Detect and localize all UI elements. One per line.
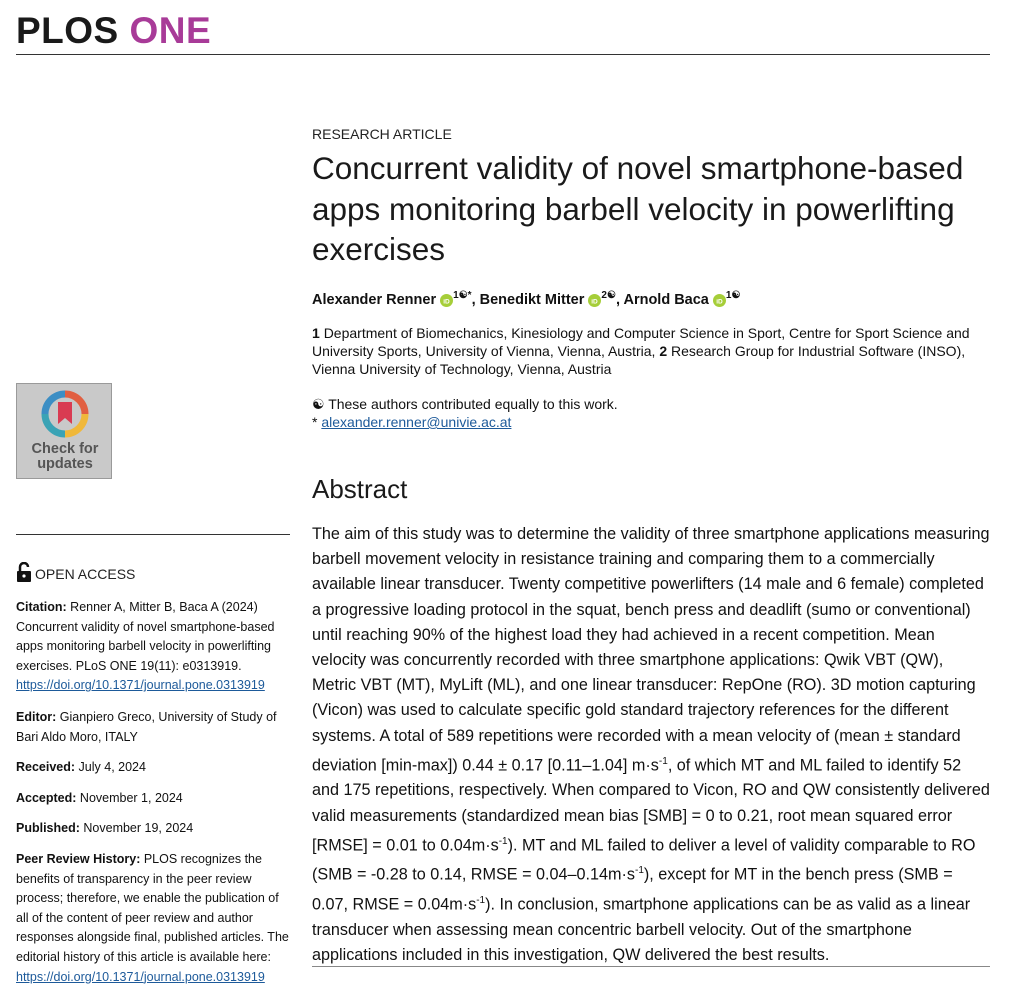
author-list: Alexander Renner iD $^{1☯*}$, Benedikt Mitter iD $^{2☯}$, Arnold Baca iD $^{1☯}$	[312, 290, 741, 308]
citation	[16, 598, 292, 696]
logo-one: ONE	[129, 10, 212, 51]
abstract-part: , of which MT and ML failed to identify 52 and 175 repetitions, respectively. When compared to Vicon, RO and QW consistently delivered valid measurements (standardized mean bias [SMB] = 0 to 0.21, root mean squared error [RMSE] = 0.01 to 0.04m·s	[312, 756, 990, 855]
abstract-heading: Abstract	[312, 474, 408, 504]
svg-text:iD: iD	[716, 298, 723, 306]
citation-text: Renner A, Mitter B, Baca A (2024) Concurrent validity of novel smartphone-based apps monitoring barbell velocity in powerlifting exercises. PLoS ONE 19(11): e0313919.	[16, 600, 275, 673]
journal-logo[interactable]	[16, 10, 211, 52]
corresponding-email	[312, 414, 511, 430]
affiliation-number: 2	[659, 343, 668, 359]
header-divider	[16, 54, 990, 55]
email-link[interactable]: alexander.renner@univie.ac.at	[321, 414, 512, 430]
abstract-part: ). MT and ML failed to deliver a level of validity comparable to RO (SMB = -0.28 to 0.14, RMSE = 0.04–0.14m·s	[312, 836, 976, 884]
article-title: Concurrent validity of novel smartphone-based apps monitoring barbell velocity in powerlifting exercises	[312, 150, 964, 267]
sidebar-divider	[16, 534, 290, 535]
abstract-sup: -1	[476, 895, 486, 907]
abstract-part: ), except for MT in the bench press (SMB = 0.07, RMSE = 0.04m·s	[312, 865, 953, 914]
received	[16, 758, 292, 778]
author-sup: 1☯	[725, 290, 741, 301]
abstract-text	[312, 522, 990, 968]
accepted-label: Accepted:	[16, 791, 77, 805]
author-sup: 1☯*	[453, 290, 472, 301]
affiliations	[312, 324, 982, 378]
published-date: November 19, 2024	[83, 821, 194, 835]
open-lock-icon	[16, 562, 32, 582]
open-access-label: OPEN ACCESS	[35, 566, 136, 582]
author-name[interactable]: Arnold Baca	[623, 291, 709, 308]
abstract-part: ). In conclusion, smartphone applications can be as valid as a linear transducer when assessing mean concentric barbell velocity. Out of the smartphone applications included in this investigation, QW delivered the best results.	[312, 895, 971, 964]
open-access	[16, 562, 135, 582]
badge-line2: updates	[37, 456, 93, 472]
peer-review-history	[16, 850, 292, 987]
accepted-date: November 1, 2024	[79, 791, 183, 805]
citation-doi-link[interactable]: https://doi.org/10.1371/journal.pone.0313919	[16, 678, 265, 693]
article-type: RESEARCH ARTICLE	[312, 126, 452, 142]
equal-contribution-note: ☯ These authors contributed equally to this work.	[312, 396, 618, 412]
check-for-updates-badge[interactable]	[16, 383, 112, 479]
svg-text:iD: iD	[443, 298, 450, 306]
editor-text: Gianpiero Greco, University of Study of Bari Aldo Moro, ITALY	[16, 710, 277, 744]
affiliation-number: 1	[312, 325, 320, 341]
logo-plos: PLOS	[16, 10, 119, 51]
badge-line1: Check for	[31, 441, 99, 457]
abstract-divider	[312, 966, 990, 967]
orcid-icon[interactable]	[713, 294, 726, 307]
citation-label: Citation:	[16, 600, 67, 614]
peer-review-text: PLOS recognizes the benefits of transparency in the peer review process; therefore, we enable the publication of all of the content of peer review and author responses alongside final, published articles. The editorial history of this article is available here:	[16, 852, 289, 964]
abstract-part: The aim of this study was to determine the validity of three smartphone applications measuring barbell movement velocity in resistance training and comparing them to a commercially available linear transducer. Twenty competitive powerlifters (14 male and 6 female) completed a progressive loading protocol in the squat, bench press and deadlift (sumo or conventional) until reaching 90% of the highest load they had achieved in a recent competition. Mean velocity was concurrently recorded with three smartphone applications: Qwik VBT (QW), Metric VBT (MT), MyLift (ML), and one linear transducer: RepOne (RO). 3D motion capturing (Vicon) was used to calculate specific gold standard trajectory references for the different systems. A total of 589 repetitions were recorded with a mean velocity of (mean ± standard deviation [min-max]) 0.44 ± 0.17 [0.11–1.04] m·s	[312, 525, 990, 775]
author-sup: 2☯	[601, 290, 616, 301]
abstract-sup: -1	[658, 755, 668, 767]
author-name[interactable]: Benedikt Mitter	[479, 291, 585, 308]
affiliation-text: Research Group for Industrial Software (INSO), Vienna University of Technology, Vienna, Austria	[312, 343, 966, 377]
author-name[interactable]: Alexander Renner	[312, 291, 437, 308]
abstract-sup: -1	[635, 865, 644, 877]
editor	[16, 708, 292, 747]
abstract-sup: -1	[498, 835, 508, 847]
affiliation-text: Department of Biomechanics, Kinesiology and Computer Science in Sport, Centre for Sport Science and University Sports, University of Vienna, Vienna, Austria,	[312, 325, 970, 359]
orcid-icon[interactable]	[440, 294, 453, 307]
peer-review-label: Peer Review History:	[16, 852, 141, 866]
email-prefix: *	[312, 414, 318, 430]
received-label: Received:	[16, 760, 76, 774]
orcid-icon[interactable]	[588, 294, 601, 307]
peer-review-link[interactable]: https://doi.org/10.1371/journal.pone.0313919	[16, 969, 265, 984]
svg-text:iD: iD	[591, 298, 599, 306]
published-label: Published:	[16, 821, 80, 835]
editor-label: Editor:	[16, 710, 57, 724]
received-date: July 4, 2024	[78, 760, 146, 774]
accepted	[16, 789, 292, 809]
crossmark-icon	[41, 390, 89, 438]
published	[16, 819, 292, 839]
